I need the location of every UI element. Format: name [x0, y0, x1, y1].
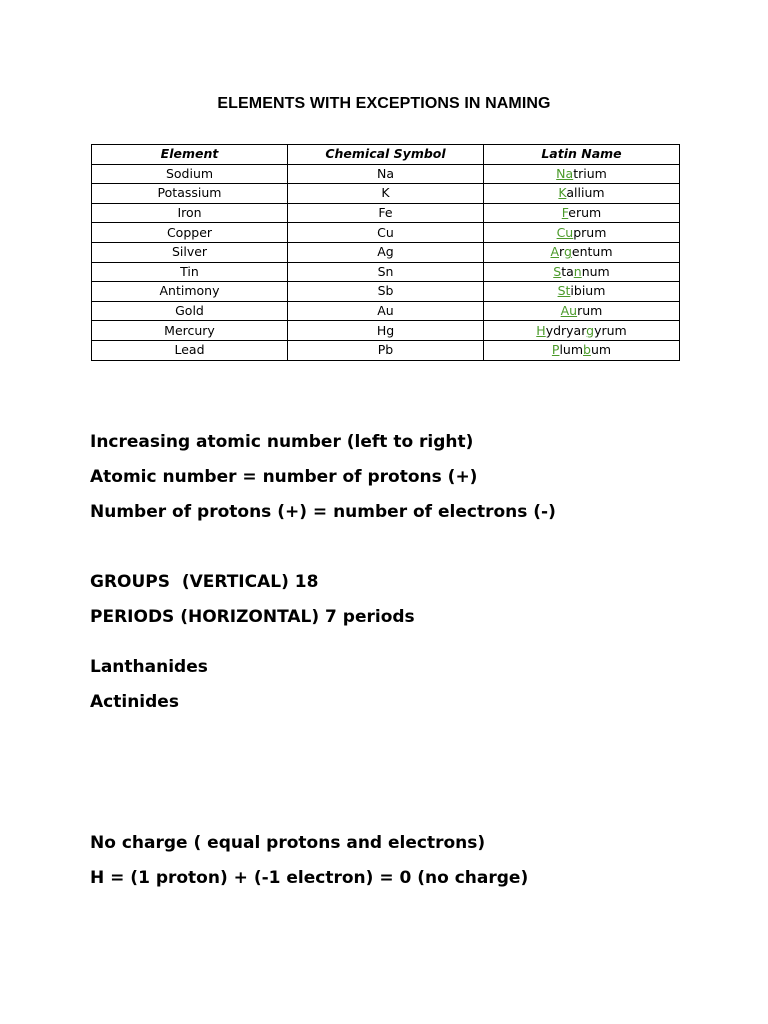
- latin-name-segment: ibium: [570, 283, 606, 299]
- latin-name-symbol-highlight: A: [550, 244, 560, 260]
- latin-name-segment: rum: [577, 303, 603, 319]
- chemical-symbol-cell: Ag: [288, 242, 484, 262]
- chemical-symbol-cell: Hg: [288, 321, 484, 341]
- latin-name-cell: [484, 242, 680, 262]
- note-protons-electrons: Number of protons (+) = number of electrons (-): [90, 502, 556, 522]
- chemical-symbol-cell: Cu: [288, 223, 484, 243]
- chemical-symbol-cell: Na: [288, 164, 484, 184]
- table-row: [92, 242, 680, 262]
- column-header-latin: Latin Name: [484, 145, 680, 165]
- element-name-cell: Potassium: [92, 184, 288, 204]
- element-name-cell: Iron: [92, 203, 288, 223]
- note-periods: PERIODS (HORIZONTAL) 7 periods: [90, 607, 415, 627]
- latin-name-symbol-highlight: Cu: [556, 224, 574, 240]
- note-lanthanides: Lanthanides: [90, 657, 208, 677]
- latin-name-symbol-highlight: g: [563, 244, 572, 260]
- element-name-cell: Silver: [92, 242, 288, 262]
- latin-name-cell: [484, 282, 680, 302]
- latin-name-symbol-highlight: K: [558, 185, 567, 201]
- latin-name-symbol-highlight: S: [557, 283, 566, 299]
- latin-name-symbol-highlight: S: [553, 263, 562, 279]
- column-header-symbol: Chemical Symbol: [288, 145, 484, 165]
- latin-name-symbol-highlight: t: [565, 283, 571, 299]
- latin-name-symbol-highlight: b: [583, 342, 591, 358]
- latin-name-cell: [484, 340, 680, 360]
- latin-name-cell: [484, 164, 680, 184]
- chemical-symbol-cell: K: [288, 184, 484, 204]
- table-row: [92, 223, 680, 243]
- note-atomic-number-order: Increasing atomic number (left to right): [90, 432, 474, 452]
- latin-name-segment: lum: [559, 342, 584, 358]
- latin-name-cell: [484, 203, 680, 223]
- latin-name-cell: [484, 223, 680, 243]
- chemical-symbol-cell: Pb: [288, 340, 484, 360]
- note-hydrogen-charge: H = (1 proton) + (-1 electron) = 0 (no charge): [90, 868, 529, 888]
- table-row: [92, 262, 680, 282]
- element-name-cell: Tin: [92, 262, 288, 282]
- chemical-symbol-cell: Au: [288, 301, 484, 321]
- elements-table: [91, 144, 680, 361]
- table-row: [92, 184, 680, 204]
- table-row: [92, 203, 680, 223]
- element-name-cell: Copper: [92, 223, 288, 243]
- table-header-row: [92, 145, 680, 165]
- element-name-cell: Sodium: [92, 164, 288, 184]
- latin-name-segment: yrum: [594, 322, 627, 338]
- element-name-cell: Mercury: [92, 321, 288, 341]
- latin-name-cell: [484, 184, 680, 204]
- note-actinides: Actinides: [90, 692, 179, 712]
- latin-name-cell: [484, 262, 680, 282]
- element-name-cell: Lead: [92, 340, 288, 360]
- chemical-symbol-cell: Sn: [288, 262, 484, 282]
- note-atomic-number-definition: Atomic number = number of protons (+): [90, 467, 478, 487]
- latin-name-segment: num: [581, 263, 610, 279]
- chemical-symbol-cell: Sb: [288, 282, 484, 302]
- note-no-charge: No charge ( equal protons and electrons): [90, 833, 486, 853]
- latin-name-segment: um: [590, 342, 612, 358]
- table-row: [92, 340, 680, 360]
- latin-name-symbol-highlight: P: [551, 342, 560, 358]
- table-row: [92, 282, 680, 302]
- table-body: [92, 164, 680, 360]
- element-name-cell: Antimony: [92, 282, 288, 302]
- latin-name-segment: ta: [561, 263, 574, 279]
- column-header-element: Element: [92, 145, 288, 165]
- latin-name-symbol-highlight: H: [536, 322, 546, 338]
- note-groups: GROUPS (VERTICAL) 18: [90, 572, 319, 592]
- latin-name-symbol-highlight: g: [586, 322, 595, 338]
- chemical-symbol-cell: Fe: [288, 203, 484, 223]
- latin-name-segment: entum: [571, 244, 613, 260]
- latin-name-segment: trium: [573, 165, 607, 181]
- latin-name-symbol-highlight: Na: [556, 165, 574, 181]
- latin-name-segment: prum: [573, 224, 607, 240]
- table-row: [92, 164, 680, 184]
- page-title: ELEMENTS WITH EXCEPTIONS IN NAMING: [217, 95, 551, 112]
- latin-name-symbol-highlight: F: [561, 205, 569, 221]
- table-row: [92, 321, 680, 341]
- latin-name-segment: erum: [568, 205, 602, 221]
- latin-name-cell: [484, 301, 680, 321]
- element-name-cell: Gold: [92, 301, 288, 321]
- latin-name-symbol-highlight: n: [573, 263, 582, 279]
- latin-name-cell: [484, 321, 680, 341]
- latin-name-symbol-highlight: Au: [560, 303, 578, 319]
- latin-name-segment: ydryar: [545, 322, 587, 338]
- latin-name-segment: r: [559, 244, 564, 260]
- latin-name-segment: allium: [566, 185, 605, 201]
- table-row: [92, 301, 680, 321]
